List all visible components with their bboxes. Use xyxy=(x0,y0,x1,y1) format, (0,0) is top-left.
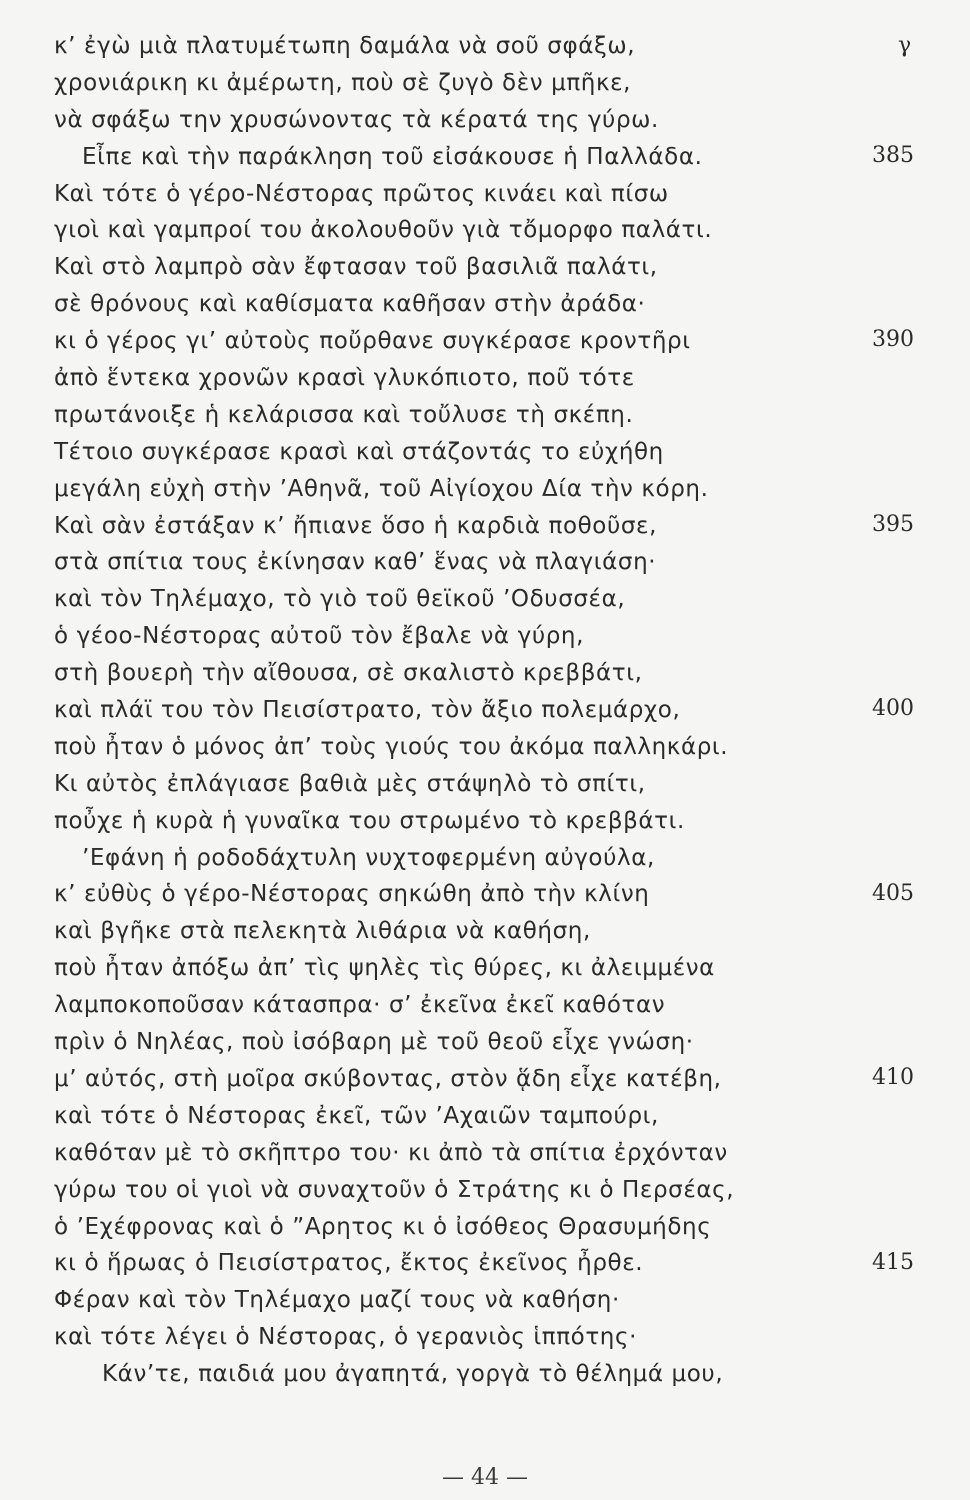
verse-line: ἀπὸ ἕντεκα χρονῶν κρασὶ γλυκόπιοτο, ποῦ τότε xyxy=(54,365,635,392)
verse-line: καὶ τὸν Τηλέμαχο, τὸ γιὸ τοῦ θεϊκοῦ ’Οδυσσέα, xyxy=(54,586,626,613)
verse-line: γύρω του οἱ γιοὶ νὰ συναχτοῦν ὁ Στράτης κι ὁ Περσέας, xyxy=(54,1176,735,1203)
verse-line: Φέραν καὶ τὸν Τηλέμαχο μαζί τους νὰ καθήση· xyxy=(54,1287,620,1314)
verse-line: καὶ βγῆκε στὰ πελεκητὰ λιθάρια νὰ καθήση, xyxy=(54,918,591,945)
verse-line: κι ὁ ἥρωας ὁ Πεισίστρατος, ἔκτος ἐκεῖνος ἦρθε. xyxy=(54,1250,644,1277)
verse-line: πρωτάνοιξε ἡ κελάρισσα καὶ τοὔλυσε τὴ σκέπη. xyxy=(54,401,634,428)
verse-line: καὶ τότε ὁ Νέστορας ἐκεῖ, τῶν ’Αχαιῶν ταμπούρι, xyxy=(54,1102,659,1129)
verse-line: καὶ τότε λέγει ὁ Νέστορας, ὁ γερανιὸς ἱππότης· xyxy=(54,1324,637,1351)
verse-line: λαμποκοποῦσαν κάτασπρα· σ’ ἐκεῖνα ἐκεῖ καθόταν xyxy=(54,992,666,1019)
verse-line: Καὶ στὸ λαμπρὸ σὰν ἔφτασαν τοῦ βασιλιᾶ παλάτι, xyxy=(54,254,658,281)
page-number: — 44 — xyxy=(442,1465,528,1490)
line-number: γ xyxy=(898,33,912,58)
verse-line: κι ὁ γέρος γι’ αὐτοὺς ποὔρθανε συγκέρασε κροντῆρι xyxy=(54,328,691,355)
verse-line: γιοὶ καὶ γαμπροί του ἀκολουθοῦν γιὰ τὄμορφο παλάτι. xyxy=(54,217,713,244)
poem-text xyxy=(54,28,854,1393)
line-number: 405 xyxy=(872,881,914,906)
line-number: 385 xyxy=(872,143,914,168)
verse-line: καὶ πλάϊ του τὸν Πεισίστρατο, τὸν ἄξιο πολεμάρχο, xyxy=(54,697,681,724)
verse-line: κ’ εὐθὺς ὁ γέρο-Νέστορας σηκώθη ἀπὸ τὴν κλίνη xyxy=(54,881,650,908)
verse-line: ποὖχε ἡ κυρὰ ἡ γυναῖκα του στρωμένο τὸ κρεββάτι. xyxy=(54,807,685,834)
verse-line: νὰ σφάξω την χρυσώνοντας τὰ κέρατά της γύρω. xyxy=(54,106,659,133)
line-number: 400 xyxy=(872,696,914,721)
line-number: 395 xyxy=(872,512,914,537)
verse-line: μεγάλη εὐχὴ στὴν ’Αθηνᾶ, τοῦ Αἰγίοχου Δία τὴν κόρη. xyxy=(54,475,709,502)
verse-line: ὁ γέοο-Νέστορας αὐτοῦ τὸν ἔβαλε νὰ γύρη, xyxy=(54,623,585,650)
verse-line: ποὺ ἦταν ἀπόξω ἀπ’ τὶς ψηλὲς τὶς θύρες, κι ἀλειμμένα xyxy=(54,955,715,982)
verse-line: στὰ σπίτια τους ἐκίνησαν καθ’ ἕνας νὰ πλαγιάση· xyxy=(54,549,657,576)
verse-line: σὲ θρόνους καὶ καθίσματα καθῆσαν στὴν ἀράδα· xyxy=(54,291,646,318)
verse-line: ποὺ ἦταν ὁ μόνος ἀπ’ τοὺς γιούς του ἀκόμα παλληκάρι. xyxy=(54,733,729,760)
verse-line: κ’ ἐγὼ μιὰ πλατυμέτωπη δαμάλα νὰ σοῦ σφάξω, xyxy=(54,33,636,59)
verse-line: Καὶ τότε ὁ γέρο-Νέστορας πρῶτος κινάει καὶ πίσω xyxy=(54,180,669,207)
verse-line: χρονιάρικη κι ἀμέρωτη, ποὺ σὲ ζυγὸ δὲν μπῆκε, xyxy=(54,69,632,96)
verse-line: καθόταν μὲ τὸ σκῆπτρο του· κι ἀπὸ τὰ σπίτια ἐρχόνταν xyxy=(54,1139,728,1166)
verse-line: Τέτοιο συγκέρασε κρασὶ καὶ στάζοντάς το εὐχήθη xyxy=(54,438,664,465)
verse-line: πρὶν ὁ Νηλέας, ποὺ ἰσόβαρη μὲ τοῦ θεοῦ εἶχε γνώση· xyxy=(54,1029,694,1056)
verse-line: Κι αὐτὸς ἐπλάγιασε βαθιὰ μὲς στάψηλὸ τὸ σπίτι, xyxy=(54,770,646,797)
verse-line: Κάν’τε, παιδιά μου ἀγαπητά, γοργὰ τὸ θέλημά μου, xyxy=(102,1361,724,1388)
line-number: 390 xyxy=(872,327,914,352)
line-number: 415 xyxy=(872,1250,914,1275)
verse-line: μ’ αὐτός, στὴ μοῖρα σκύβοντας, στὸν ᾅδη εἶχε κατέβη, xyxy=(54,1065,722,1092)
verse-line: Εἶπε καὶ τὴν παράκληση τοῦ εἰσάκουσε ἡ Παλλάδα. xyxy=(82,143,703,170)
verse-line: ὁ ’Εχέφρονας καὶ ὁ ”Αρητος κι ὁ ἰσόθεος Θρασυμήδης xyxy=(54,1213,712,1240)
verse-line: Καὶ σὰν ἐστάξαν κ’ ἤπιανε ὅσο ἡ καρδιὰ ποθοῦσε, xyxy=(54,512,657,539)
verse-line: ’Εφάνη ἡ ροδοδάχτυλη νυχτοφερμένη αὐγούλα, xyxy=(82,844,655,871)
line-number: 410 xyxy=(872,1065,914,1090)
verse-line: στὴ βουερὴ τὴν αἴθουσα, σὲ σκαλιστὸ κρεββάτι, xyxy=(54,660,643,687)
